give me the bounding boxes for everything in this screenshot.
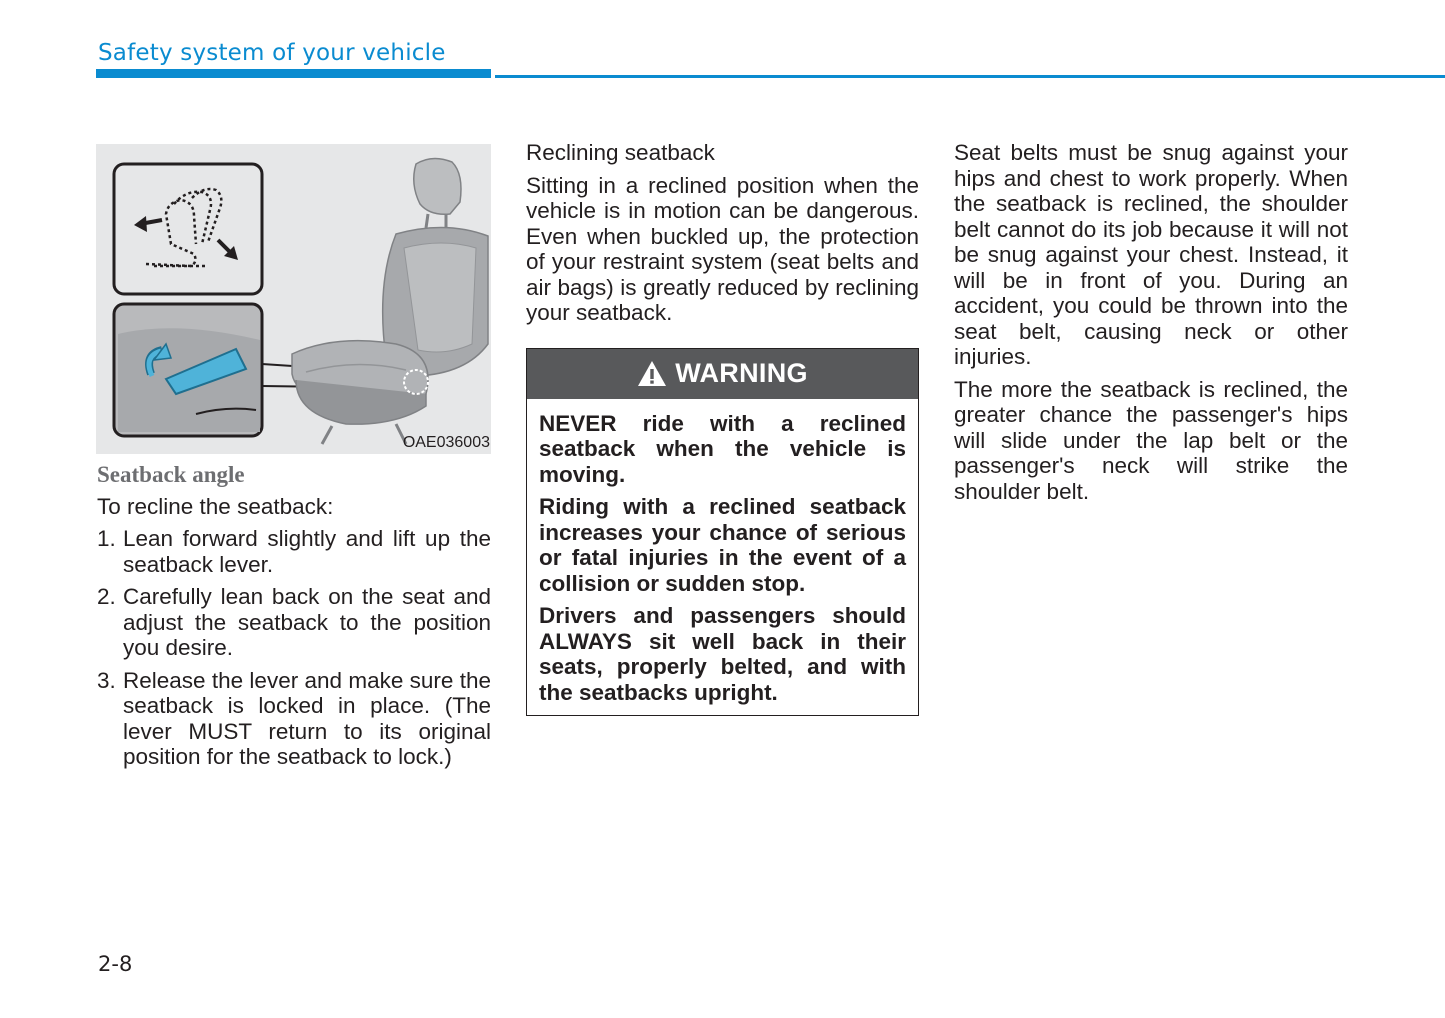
seat-figure bbox=[96, 144, 491, 454]
seat-recline-icon bbox=[114, 164, 262, 294]
warning-paragraph: Riding with a reclined seatback increases your chance of serious or fatal injuries in the event of a collision or sudden stop. bbox=[539, 494, 906, 596]
step-number: 3. bbox=[97, 667, 116, 693]
warning-label: WARNING bbox=[675, 357, 808, 388]
list-item bbox=[97, 526, 491, 577]
figure-code: OAE036003 bbox=[402, 434, 490, 451]
reclining-heading: Reclining seatback bbox=[526, 140, 715, 165]
column-right bbox=[954, 140, 1348, 511]
header-rule-thick bbox=[96, 69, 491, 78]
car-seat bbox=[292, 158, 488, 444]
step-number: 2. bbox=[97, 584, 116, 609]
list-item bbox=[97, 668, 491, 770]
seat-belt-paragraph: Seat belts must be snug against your hips and chest to work properly. When the seatback is reclined, the shoulder belt cannot do its job because it will not be snug against your chest. Instead, it will be in front of you. During an accident, you could be thrown into the seat belt, causing neck or other injuries. bbox=[954, 140, 1348, 369]
page-number: 2-8 bbox=[98, 952, 133, 976]
seatback-angle-heading: Seatback angle bbox=[97, 462, 245, 487]
recline-steps bbox=[97, 526, 491, 770]
seat-illustration bbox=[96, 144, 491, 454]
warning-box bbox=[526, 348, 919, 717]
recline-risk-paragraph: The more the seatback is reclined, the greater chance the passenger's hips will slide under the lap belt or the passenger's neck will strike the shoulder belt. bbox=[954, 376, 1348, 504]
step-number: 1. bbox=[97, 526, 116, 551]
recline-intro: To recline the seatback: bbox=[97, 493, 334, 519]
section-title: Safety system of your vehicle bbox=[98, 40, 446, 66]
seatback-lever-icon bbox=[114, 304, 262, 436]
warning-paragraph: NEVER ride with a reclined seatback when the vehicle is moving. bbox=[539, 410, 906, 487]
list-item bbox=[97, 584, 491, 661]
warning-header bbox=[527, 349, 918, 399]
reclining-paragraph: Sitting in a reclined position when the vehicle is in motion can be dangerous. Even when buckled up, the protection of your restraint system (seat belts and air bags) is greatly reduced by reclining your seatback. bbox=[526, 172, 919, 325]
column-left bbox=[97, 462, 491, 777]
step-text: Lean forward slightly and lift up the seatback lever. bbox=[123, 526, 491, 577]
step-text: Carefully lean back on the seat and adjust the seatback to the position you desire. bbox=[123, 584, 491, 660]
column-middle bbox=[526, 140, 919, 716]
warning-body bbox=[527, 399, 918, 716]
header-rule-thin bbox=[495, 75, 1445, 78]
warning-triangle-icon bbox=[637, 360, 667, 387]
warning-paragraph: Drivers and passengers should ALWAYS sit well back in their seats, properly belted, and with the seatbacks upright. bbox=[539, 603, 906, 705]
step-text: Release the lever and make sure the seatback is locked in place. (The lever MUST return to its original position for the seatback to lock.) bbox=[123, 667, 491, 769]
